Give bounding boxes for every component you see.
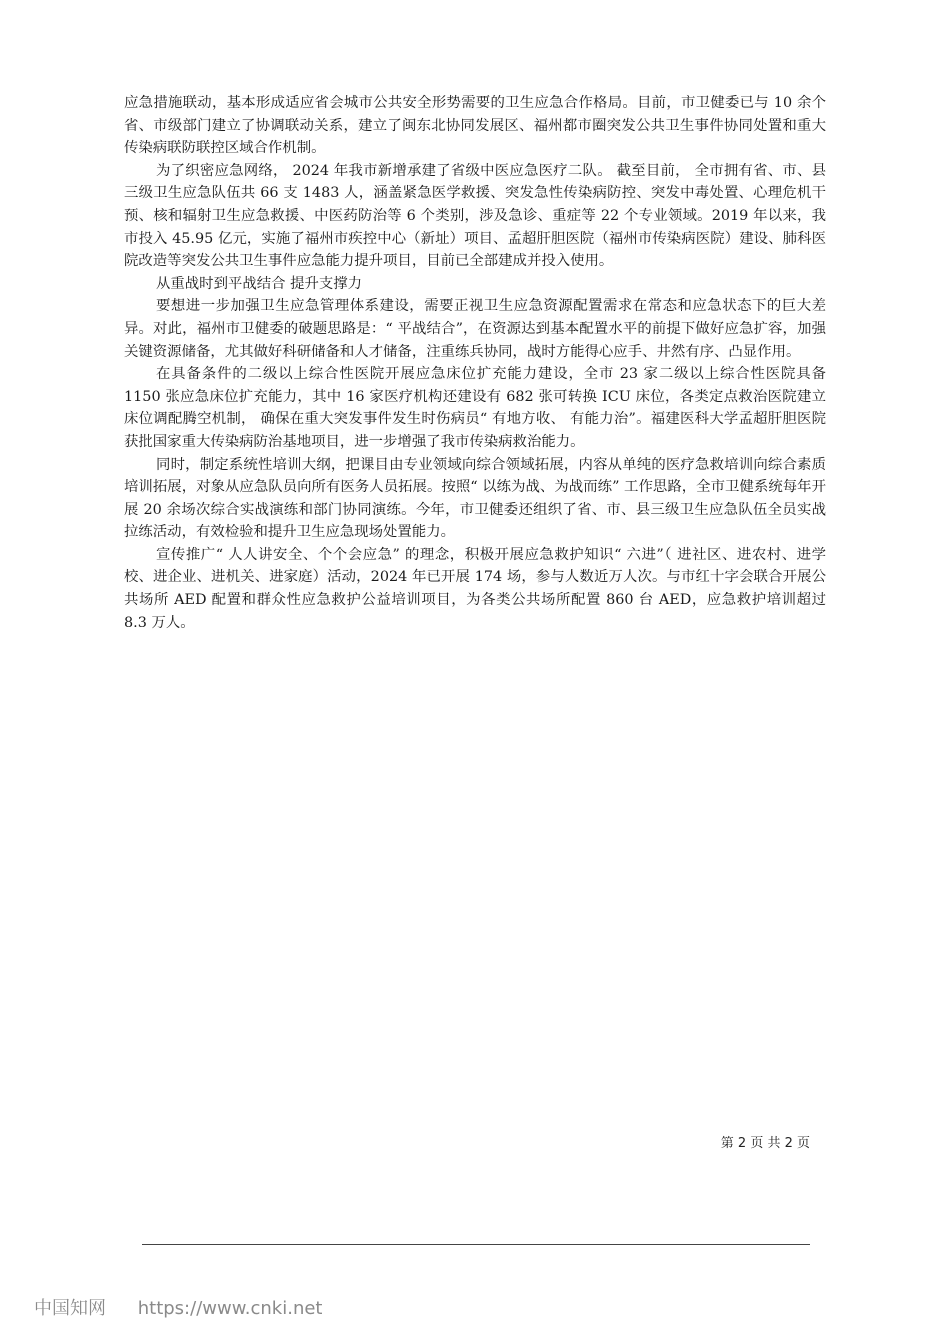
watermark-url: https://www.cnki.net — [137, 1298, 323, 1319]
watermark-brand: 中国知网 — [34, 1298, 106, 1319]
paragraph: 要想进一步加强卫生应急管理体系建设，需要正视卫生应急资源配置需求在常态和应急状态下的巨大差异。对此，福州市卫健委的破题思路是：“ 平战结合”，在资源达到基本配置水平的前提下做好应急扩容，加强关键资源储备，尤其做好科研储备和人才储备，注重练兵协同，战时方能得心应手、井然有序、凸显作用。 — [124, 298, 826, 360]
paragraph: 在具备条件的二级以上综合性医院开展应急床位扩充能力建设，全市 23 家二级以上综合性医院具备 1150 张应急床位扩充能力，其中 16 家医疗机构还建设有 682 张可转换 ICU 床位，各类定点救治医院建立床位调配腾空机制， 确保在重大突发事件发生时伤病员“ 有地方收、 有能力治”。福建医科大学孟超肝胆医院获批国家重大传染病防治基地项目，进一步增强了我市传染病救治能力。 — [124, 366, 826, 450]
paragraph: 同时，制定系统性培训大纲，把课目由专业领域向综合领域拓展，内容从单纯的医疗急救培训向综合素质培训拓展，对象从应急队员向所有医务人员拓展。按照“ 以练为战、为战而练” 工作思路，全市卫健系统每年开展 20 余场次综合实战演练和部门协同演练。今年，市卫健委还组织了省、市、县三级卫生应急队伍全员实战拉练活动，有效检验和提升卫生应急现场处置能力。 — [124, 456, 826, 541]
page-indicator: 第 2 页 共 2 页 — [720, 1136, 810, 1151]
paragraph: 为了织密应急网络， 2024 年我市新增承建了省级中医应急医疗二队。 截至目前， 全市拥有省、市、县三级卫生应急队伍共 66 支 1483 人，涵盖紧急医学救援、突发急性传染病防控、突发中毒处置、心理危机干预、核和辐射卫生应急救援、中医药防治等 6 个类别，涉及急诊、重症等 22 个专业领域。2019 年以来，我市投入 45.95 亿元，实施了福州市疾控中心（新址）项目、孟超肝胆医院（福州市传染病医院）建设、肺科医院改造等突发公共卫生事件应急能力提升项目，目前已全部建成并投入使用。 — [124, 162, 826, 270]
watermark — [34, 1294, 322, 1320]
section-heading: 从重战时到平战结合 提升支撑力 — [156, 275, 363, 292]
paragraph: 宣传推广“ 人人讲安全、个个会应急” 的理念，积极开展应急救护知识“ 六进”（ 进社区、进农村、进学校、进企业、进机关、进家庭）活动，2024 年已开展 174 场，参与人数近万人次。与市红十字会联合开展公共场所 AED 配置和群众性应急救护公益培训项目，为各类公共场所配置 860 台 AED，应急救护培训超过 8.3 万人。 — [124, 546, 826, 631]
paragraph: 应急措施联动，基本形成适应省会城市公共安全形势需要的卫生应急合作格局。目前，市卫健委已与 10 余个省、市级部门建立了协调联动关系，建立了闽东北协同发展区、福州都市圈突发公共卫生事件协同处置和重大传染病联防联控区域合作机制。 — [124, 95, 826, 157]
document-body — [124, 92, 826, 634]
footer-divider — [142, 1244, 810, 1245]
